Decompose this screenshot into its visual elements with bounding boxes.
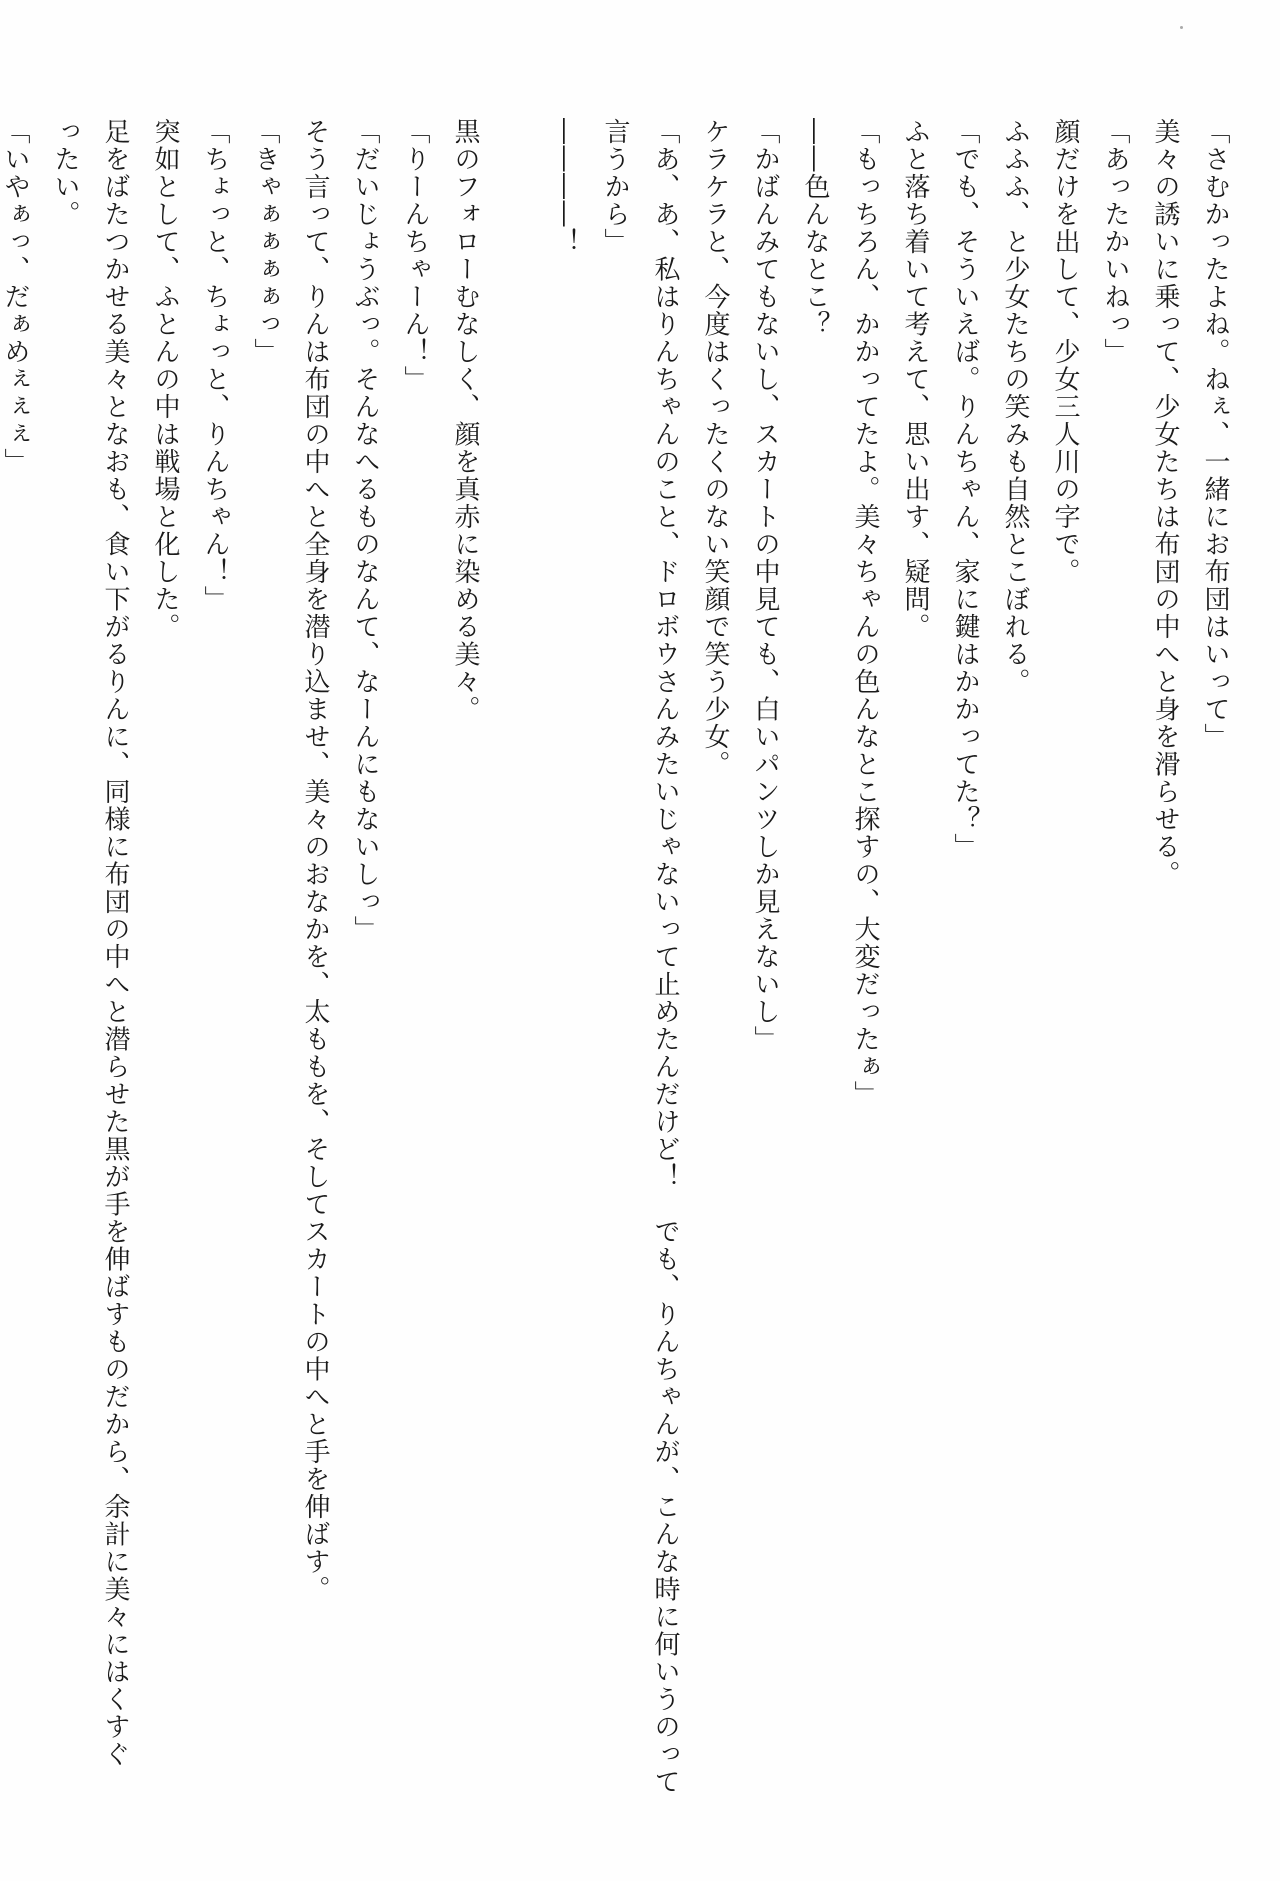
text-line: 「だいじょうぶっ。そんなへるものなんて、なーんにもないしっ」 [350,118,380,943]
text-line: 黒のフォローむなしく、顔を真赤に染める美々。 [450,118,480,723]
text-line: ケラケラと、今度はくったくのない笑顔で笑う少女。 [700,118,730,778]
text-line: ――色んなとこ？ [800,118,830,338]
text-line: 顔だけを出して、少女三人川の字で。 [1050,118,1080,586]
text-line: 「りーんちゃーん！」 [400,118,430,393]
text-line: 「でも、そういえば。りんちゃん、家に鍵はかかってた？」 [950,118,980,861]
text-line: 言うから」 [600,118,630,256]
text-line: 「さむかったよね。ねぇ、一緒にお布団はいって」 [1200,118,1230,751]
text-line [490,118,540,1838]
text-line: 突如として、ふとんの中は戦場と化した。 [150,118,180,641]
text-line: ――――！ [550,118,580,256]
text-line: 「あったかいねっ」 [1100,118,1130,366]
text-line: 「もっちろん、かかってたよ。美々ちゃんの色んなとこ探すの、大変だったぁ」 [850,118,880,1108]
text-line: ふと落ち着いて考えて、思い出す、疑問。 [900,118,930,641]
text-line: ったい。 [50,118,80,228]
text-line: 「あ、あ、私はりんちゃんのこと、ドロボウさんみたいじゃないって止めたんだけど！ でも、りんちゃんが、こんな時に何いうのって [650,118,680,1796]
text-line: 「いやぁっ、だぁめぇぇぇ」 [0,118,30,476]
vertical-text-body [0,118,1240,1838]
text-line: 美々の誘いに乗って、少女たちは布団の中へと身を滑らせる。 [1150,118,1180,888]
text-line: 「かばんみてもないし、スカートの中見ても、白いパンツしか見えないし」 [750,118,780,1053]
text-line: 「きゃぁぁぁぁっ」 [250,118,280,366]
paper-speck [1180,26,1183,29]
text-line: ふふふ、と少女たちの笑みも自然とこぼれる。 [1000,118,1030,696]
text-line: 「ちょっと、ちょっと、りんちゃん！」 [200,118,230,613]
text-line: そう言って、りんは布団の中へと全身を潜り込ませ、美々のおなかを、太ももを、そしてスカートの中へと手を伸ばす。 [300,118,330,1603]
text-line: 足をばたつかせる美々となおも、食い下がるりんに、同様に布団の中へと潜らせた黒が手を伸ばすものだから、余計に美々にはくすぐ [100,118,130,1768]
